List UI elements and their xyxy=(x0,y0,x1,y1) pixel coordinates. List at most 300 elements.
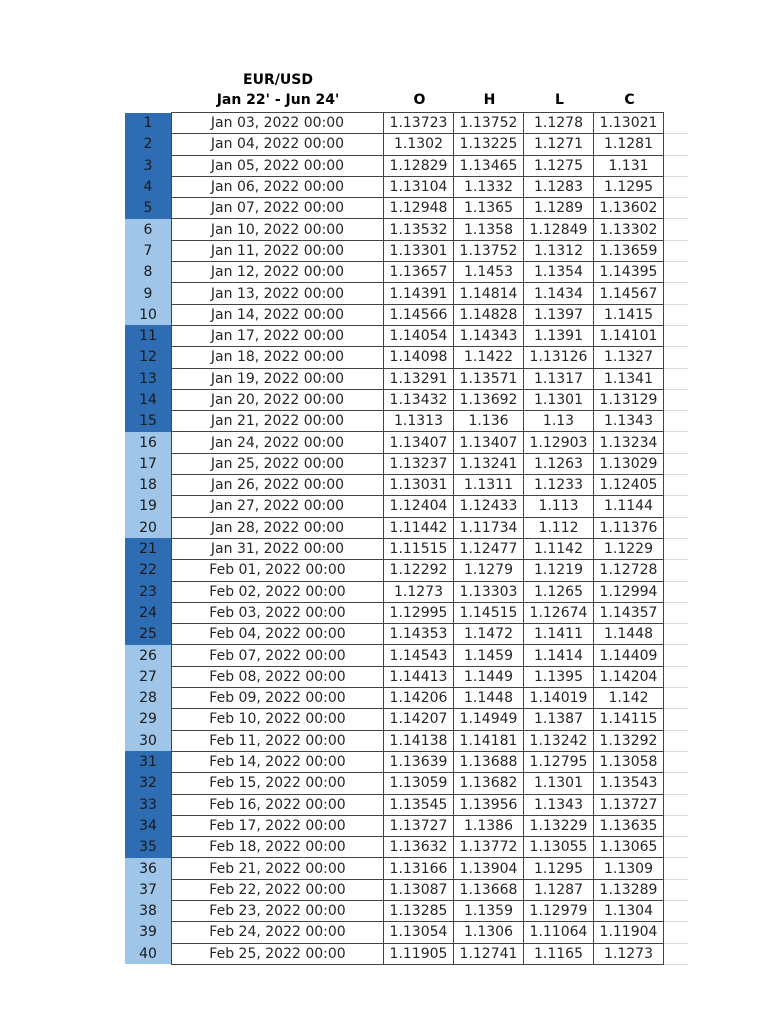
value-cell-l: 1.1387 xyxy=(524,709,594,730)
row-index-cell: 21 xyxy=(125,538,172,559)
value-cell-l: 1.112 xyxy=(524,517,594,538)
value-cell-c: 1.1295 xyxy=(594,176,664,197)
date-cell: Feb 09, 2022 00:00 xyxy=(172,688,384,709)
value-cell-h: 1.1332 xyxy=(454,176,524,197)
date-cell: Jan 10, 2022 00:00 xyxy=(172,219,384,240)
value-cell-c: 1.12728 xyxy=(594,560,664,581)
value-cell-c: 1.1281 xyxy=(594,134,664,155)
date-cell: Jan 13, 2022 00:00 xyxy=(172,283,384,304)
row-index-cell: 31 xyxy=(125,751,172,772)
value-cell-h: 1.13688 xyxy=(454,751,524,772)
row-index-cell: 27 xyxy=(125,666,172,687)
value-cell-h: 1.11734 xyxy=(454,517,524,538)
table-row xyxy=(125,368,688,389)
value-cell-o: 1.14391 xyxy=(384,283,454,304)
value-cell-c: 1.142 xyxy=(594,688,664,709)
date-cell: Feb 01, 2022 00:00 xyxy=(172,560,384,581)
value-cell-h: 1.1311 xyxy=(454,475,524,496)
row-tail-gridline xyxy=(664,198,689,219)
value-cell-c: 1.1415 xyxy=(594,304,664,325)
value-cell-h: 1.13465 xyxy=(454,155,524,176)
value-cell-l: 1.1414 xyxy=(524,645,594,666)
value-cell-h: 1.136 xyxy=(454,411,524,432)
row-tail-gridline xyxy=(664,325,689,346)
table-row xyxy=(125,581,688,602)
value-cell-c: 1.13058 xyxy=(594,751,664,772)
value-cell-o: 1.13657 xyxy=(384,262,454,283)
value-cell-o: 1.14353 xyxy=(384,624,454,645)
date-cell: Jan 17, 2022 00:00 xyxy=(172,325,384,346)
value-cell-l: 1.1289 xyxy=(524,198,594,219)
value-cell-c: 1.14395 xyxy=(594,262,664,283)
date-cell: Feb 16, 2022 00:00 xyxy=(172,794,384,815)
value-cell-c: 1.13065 xyxy=(594,837,664,858)
value-cell-h: 1.13692 xyxy=(454,389,524,410)
row-tail-gridline xyxy=(664,113,689,134)
row-tail-gridline xyxy=(664,411,689,432)
row-index-cell: 32 xyxy=(125,773,172,794)
value-cell-l: 1.13126 xyxy=(524,347,594,368)
table-title: EUR/USD xyxy=(243,72,313,88)
table-row xyxy=(125,922,688,943)
date-cell: Jan 21, 2022 00:00 xyxy=(172,411,384,432)
row-index-cell: 22 xyxy=(125,560,172,581)
date-cell: Jan 03, 2022 00:00 xyxy=(172,113,384,134)
table-row xyxy=(125,155,688,176)
value-cell-c: 1.1144 xyxy=(594,496,664,517)
value-cell-c: 1.13602 xyxy=(594,198,664,219)
value-cell-o: 1.13285 xyxy=(384,900,454,921)
value-cell-c: 1.13635 xyxy=(594,815,664,836)
date-cell: Jan 31, 2022 00:00 xyxy=(172,538,384,559)
row-index-cell: 3 xyxy=(125,155,172,176)
value-cell-o: 1.13301 xyxy=(384,240,454,261)
table-row xyxy=(125,176,688,197)
row-index-cell: 20 xyxy=(125,517,172,538)
value-cell-h: 1.12433 xyxy=(454,496,524,517)
table-row xyxy=(125,879,688,900)
value-cell-h: 1.13571 xyxy=(454,368,524,389)
value-cell-o: 1.11905 xyxy=(384,943,454,964)
row-tail-gridline xyxy=(664,475,689,496)
table-row xyxy=(125,262,688,283)
value-cell-o: 1.13291 xyxy=(384,368,454,389)
value-cell-c: 1.13543 xyxy=(594,773,664,794)
row-tail-gridline xyxy=(664,837,689,858)
value-cell-l: 1.1391 xyxy=(524,325,594,346)
row-tail-gridline xyxy=(664,453,689,474)
table-row xyxy=(125,666,688,687)
row-index-cell: 25 xyxy=(125,624,172,645)
date-cell: Feb 04, 2022 00:00 xyxy=(172,624,384,645)
table-row xyxy=(125,198,688,219)
value-cell-h: 1.13752 xyxy=(454,113,524,134)
row-tail-gridline xyxy=(664,900,689,921)
value-cell-l: 1.1343 xyxy=(524,794,594,815)
row-index-cell: 12 xyxy=(125,347,172,368)
value-cell-c: 1.1343 xyxy=(594,411,664,432)
value-cell-l: 1.1142 xyxy=(524,538,594,559)
value-cell-c: 1.13234 xyxy=(594,432,664,453)
value-cell-c: 1.12405 xyxy=(594,475,664,496)
value-cell-o: 1.13723 xyxy=(384,113,454,134)
value-cell-o: 1.14054 xyxy=(384,325,454,346)
row-index-cell: 38 xyxy=(125,900,172,921)
row-tail-gridline xyxy=(664,751,689,772)
value-cell-h: 1.1449 xyxy=(454,666,524,687)
value-cell-h: 1.13241 xyxy=(454,453,524,474)
value-cell-o: 1.14138 xyxy=(384,730,454,751)
value-cell-l: 1.13229 xyxy=(524,815,594,836)
row-index-cell: 13 xyxy=(125,368,172,389)
column-header-low: L xyxy=(555,92,564,108)
date-cell: Feb 17, 2022 00:00 xyxy=(172,815,384,836)
table-row xyxy=(125,325,688,346)
value-cell-o: 1.13166 xyxy=(384,858,454,879)
date-cell: Jan 24, 2022 00:00 xyxy=(172,432,384,453)
date-cell: Feb 15, 2022 00:00 xyxy=(172,773,384,794)
date-cell: Jan 28, 2022 00:00 xyxy=(172,517,384,538)
value-cell-h: 1.1448 xyxy=(454,688,524,709)
row-index-cell: 23 xyxy=(125,581,172,602)
row-index-cell: 19 xyxy=(125,496,172,517)
value-cell-o: 1.14413 xyxy=(384,666,454,687)
value-cell-o: 1.13087 xyxy=(384,879,454,900)
value-cell-h: 1.13303 xyxy=(454,581,524,602)
row-index-cell: 26 xyxy=(125,645,172,666)
date-cell: Jan 12, 2022 00:00 xyxy=(172,262,384,283)
value-cell-l: 1.12979 xyxy=(524,900,594,921)
row-tail-gridline xyxy=(664,368,689,389)
value-cell-l: 1.1265 xyxy=(524,581,594,602)
value-cell-h: 1.1358 xyxy=(454,219,524,240)
row-tail-gridline xyxy=(664,560,689,581)
row-tail-gridline xyxy=(664,581,689,602)
value-cell-c: 1.1341 xyxy=(594,368,664,389)
row-index-cell: 39 xyxy=(125,922,172,943)
row-index-cell: 35 xyxy=(125,837,172,858)
value-cell-h: 1.1306 xyxy=(454,922,524,943)
table-row xyxy=(125,538,688,559)
table-row xyxy=(125,113,688,134)
row-tail-gridline xyxy=(664,538,689,559)
value-cell-l: 1.11064 xyxy=(524,922,594,943)
value-cell-o: 1.14543 xyxy=(384,645,454,666)
value-cell-o: 1.13545 xyxy=(384,794,454,815)
table-row xyxy=(125,411,688,432)
row-tail-gridline xyxy=(664,240,689,261)
value-cell-c: 1.14357 xyxy=(594,602,664,623)
table-row xyxy=(125,475,688,496)
value-cell-l: 1.1317 xyxy=(524,368,594,389)
value-cell-c: 1.13289 xyxy=(594,879,664,900)
date-cell: Feb 02, 2022 00:00 xyxy=(172,581,384,602)
value-cell-o: 1.12995 xyxy=(384,602,454,623)
row-index-cell: 34 xyxy=(125,815,172,836)
value-cell-l: 1.1354 xyxy=(524,262,594,283)
value-cell-l: 1.1395 xyxy=(524,666,594,687)
row-index-cell: 15 xyxy=(125,411,172,432)
table-row xyxy=(125,794,688,815)
row-index-cell: 1 xyxy=(125,113,172,134)
row-index-cell: 28 xyxy=(125,688,172,709)
value-cell-l: 1.1275 xyxy=(524,155,594,176)
value-cell-h: 1.13904 xyxy=(454,858,524,879)
value-cell-o: 1.13104 xyxy=(384,176,454,197)
date-cell: Jan 05, 2022 00:00 xyxy=(172,155,384,176)
ohlc-table xyxy=(125,112,688,965)
value-cell-l: 1.1278 xyxy=(524,113,594,134)
value-cell-l: 1.13055 xyxy=(524,837,594,858)
row-index-cell: 17 xyxy=(125,453,172,474)
row-tail-gridline xyxy=(664,730,689,751)
value-cell-c: 1.13029 xyxy=(594,453,664,474)
value-cell-o: 1.12292 xyxy=(384,560,454,581)
row-tail-gridline xyxy=(664,283,689,304)
row-index-cell: 33 xyxy=(125,794,172,815)
row-tail-gridline xyxy=(664,347,689,368)
value-cell-l: 1.1312 xyxy=(524,240,594,261)
row-index-cell: 40 xyxy=(125,943,172,964)
value-cell-o: 1.12829 xyxy=(384,155,454,176)
table-row xyxy=(125,943,688,964)
value-cell-l: 1.12849 xyxy=(524,219,594,240)
value-cell-l: 1.1165 xyxy=(524,943,594,964)
value-cell-h: 1.13407 xyxy=(454,432,524,453)
date-cell: Feb 07, 2022 00:00 xyxy=(172,645,384,666)
row-index-cell: 9 xyxy=(125,283,172,304)
table-row xyxy=(125,624,688,645)
value-cell-o: 1.13054 xyxy=(384,922,454,943)
table-row xyxy=(125,240,688,261)
row-index-cell: 30 xyxy=(125,730,172,751)
row-index-cell: 2 xyxy=(125,134,172,155)
value-cell-o: 1.13727 xyxy=(384,815,454,836)
value-cell-o: 1.13432 xyxy=(384,389,454,410)
value-cell-c: 1.11376 xyxy=(594,517,664,538)
row-tail-gridline xyxy=(664,496,689,517)
value-cell-o: 1.14207 xyxy=(384,709,454,730)
row-tail-gridline xyxy=(664,815,689,836)
table-row xyxy=(125,815,688,836)
value-cell-c: 1.131 xyxy=(594,155,664,176)
value-cell-c: 1.1273 xyxy=(594,943,664,964)
table-row xyxy=(125,645,688,666)
row-tail-gridline xyxy=(664,134,689,155)
value-cell-o: 1.13059 xyxy=(384,773,454,794)
value-cell-l: 1.1295 xyxy=(524,858,594,879)
value-cell-h: 1.13225 xyxy=(454,134,524,155)
table-row xyxy=(125,304,688,325)
table-row xyxy=(125,900,688,921)
row-index-cell: 29 xyxy=(125,709,172,730)
value-cell-o: 1.1302 xyxy=(384,134,454,155)
value-cell-h: 1.14515 xyxy=(454,602,524,623)
row-index-cell: 7 xyxy=(125,240,172,261)
row-tail-gridline xyxy=(664,688,689,709)
table-row xyxy=(125,347,688,368)
row-tail-gridline xyxy=(664,602,689,623)
value-cell-l: 1.1287 xyxy=(524,879,594,900)
value-cell-c: 1.1448 xyxy=(594,624,664,645)
value-cell-c: 1.1304 xyxy=(594,900,664,921)
row-tail-gridline xyxy=(664,517,689,538)
row-index-cell: 14 xyxy=(125,389,172,410)
date-cell: Feb 08, 2022 00:00 xyxy=(172,666,384,687)
date-cell: Feb 03, 2022 00:00 xyxy=(172,602,384,623)
value-cell-c: 1.13727 xyxy=(594,794,664,815)
value-cell-o: 1.14206 xyxy=(384,688,454,709)
value-cell-h: 1.1365 xyxy=(454,198,524,219)
value-cell-l: 1.1233 xyxy=(524,475,594,496)
date-cell: Jan 19, 2022 00:00 xyxy=(172,368,384,389)
value-cell-h: 1.13956 xyxy=(454,794,524,815)
table-row xyxy=(125,389,688,410)
date-cell: Feb 22, 2022 00:00 xyxy=(172,879,384,900)
value-cell-c: 1.13302 xyxy=(594,219,664,240)
value-cell-c: 1.13129 xyxy=(594,389,664,410)
value-cell-o: 1.13632 xyxy=(384,837,454,858)
row-tail-gridline xyxy=(664,943,689,964)
table-row xyxy=(125,283,688,304)
date-cell: Jan 27, 2022 00:00 xyxy=(172,496,384,517)
value-cell-c: 1.13659 xyxy=(594,240,664,261)
value-cell-h: 1.1422 xyxy=(454,347,524,368)
value-cell-o: 1.12948 xyxy=(384,198,454,219)
value-cell-o: 1.11442 xyxy=(384,517,454,538)
date-cell: Jan 20, 2022 00:00 xyxy=(172,389,384,410)
value-cell-o: 1.13031 xyxy=(384,475,454,496)
value-cell-l: 1.1434 xyxy=(524,283,594,304)
row-tail-gridline xyxy=(664,262,689,283)
value-cell-o: 1.13532 xyxy=(384,219,454,240)
column-header-open: O xyxy=(413,92,426,108)
value-cell-l: 1.13 xyxy=(524,411,594,432)
value-cell-l: 1.12903 xyxy=(524,432,594,453)
date-cell: Feb 24, 2022 00:00 xyxy=(172,922,384,943)
date-cell: Jan 25, 2022 00:00 xyxy=(172,453,384,474)
value-cell-l: 1.1263 xyxy=(524,453,594,474)
row-tail-gridline xyxy=(664,155,689,176)
row-tail-gridline xyxy=(664,666,689,687)
value-cell-h: 1.14343 xyxy=(454,325,524,346)
value-cell-o: 1.1313 xyxy=(384,411,454,432)
value-cell-h: 1.1386 xyxy=(454,815,524,836)
date-cell: Jan 07, 2022 00:00 xyxy=(172,198,384,219)
column-header-close: C xyxy=(624,92,635,108)
value-cell-o: 1.1273 xyxy=(384,581,454,602)
date-cell: Feb 14, 2022 00:00 xyxy=(172,751,384,772)
value-cell-l: 1.12674 xyxy=(524,602,594,623)
value-cell-h: 1.12477 xyxy=(454,538,524,559)
value-cell-l: 1.1219 xyxy=(524,560,594,581)
value-cell-h: 1.14828 xyxy=(454,304,524,325)
value-cell-l: 1.1271 xyxy=(524,134,594,155)
date-cell: Feb 25, 2022 00:00 xyxy=(172,943,384,964)
row-tail-gridline xyxy=(664,645,689,666)
value-cell-h: 1.1359 xyxy=(454,900,524,921)
date-cell: Jan 04, 2022 00:00 xyxy=(172,134,384,155)
date-cell: Jan 06, 2022 00:00 xyxy=(172,176,384,197)
row-tail-gridline xyxy=(664,858,689,879)
value-cell-c: 1.11904 xyxy=(594,922,664,943)
table-row xyxy=(125,837,688,858)
row-index-cell: 11 xyxy=(125,325,172,346)
date-cell: Feb 21, 2022 00:00 xyxy=(172,858,384,879)
date-cell: Feb 10, 2022 00:00 xyxy=(172,709,384,730)
date-cell: Jan 26, 2022 00:00 xyxy=(172,475,384,496)
value-cell-c: 1.14567 xyxy=(594,283,664,304)
value-cell-c: 1.14101 xyxy=(594,325,664,346)
value-cell-c: 1.12994 xyxy=(594,581,664,602)
value-cell-h: 1.13682 xyxy=(454,773,524,794)
row-index-cell: 8 xyxy=(125,262,172,283)
row-tail-gridline xyxy=(664,624,689,645)
value-cell-h: 1.14814 xyxy=(454,283,524,304)
value-cell-l: 1.13242 xyxy=(524,730,594,751)
table-row xyxy=(125,709,688,730)
date-cell: Jan 11, 2022 00:00 xyxy=(172,240,384,261)
table-row xyxy=(125,432,688,453)
value-cell-l: 1.1301 xyxy=(524,773,594,794)
row-tail-gridline xyxy=(664,709,689,730)
value-cell-h: 1.13668 xyxy=(454,879,524,900)
table-row xyxy=(125,602,688,623)
table-row xyxy=(125,453,688,474)
row-index-cell: 37 xyxy=(125,879,172,900)
value-cell-h: 1.1279 xyxy=(454,560,524,581)
row-index-cell: 24 xyxy=(125,602,172,623)
row-index-cell: 18 xyxy=(125,475,172,496)
date-cell: Feb 23, 2022 00:00 xyxy=(172,900,384,921)
table-row xyxy=(125,134,688,155)
value-cell-o: 1.14566 xyxy=(384,304,454,325)
value-cell-o: 1.13639 xyxy=(384,751,454,772)
row-tail-gridline xyxy=(664,389,689,410)
value-cell-h: 1.12741 xyxy=(454,943,524,964)
value-cell-l: 1.1301 xyxy=(524,389,594,410)
ohlc-table-body xyxy=(125,113,688,965)
row-tail-gridline xyxy=(664,219,689,240)
value-cell-h: 1.13752 xyxy=(454,240,524,261)
table-row xyxy=(125,858,688,879)
table-subtitle: Jan 22' - Jun 24' xyxy=(216,92,340,108)
table-row xyxy=(125,751,688,772)
value-cell-l: 1.12795 xyxy=(524,751,594,772)
row-index-cell: 10 xyxy=(125,304,172,325)
value-cell-l: 1.1397 xyxy=(524,304,594,325)
table-row xyxy=(125,517,688,538)
value-cell-o: 1.13407 xyxy=(384,432,454,453)
table-title-block xyxy=(172,70,384,110)
row-tail-gridline xyxy=(664,794,689,815)
row-tail-gridline xyxy=(664,176,689,197)
value-cell-l: 1.14019 xyxy=(524,688,594,709)
value-cell-h: 1.13772 xyxy=(454,837,524,858)
row-tail-gridline xyxy=(664,773,689,794)
value-cell-o: 1.11515 xyxy=(384,538,454,559)
value-cell-c: 1.1309 xyxy=(594,858,664,879)
value-cell-o: 1.13237 xyxy=(384,453,454,474)
row-tail-gridline xyxy=(664,304,689,325)
row-index-cell: 16 xyxy=(125,432,172,453)
date-cell: Jan 18, 2022 00:00 xyxy=(172,347,384,368)
value-cell-l: 1.113 xyxy=(524,496,594,517)
table-row xyxy=(125,219,688,240)
table-row xyxy=(125,730,688,751)
row-tail-gridline xyxy=(664,879,689,900)
value-cell-c: 1.14115 xyxy=(594,709,664,730)
